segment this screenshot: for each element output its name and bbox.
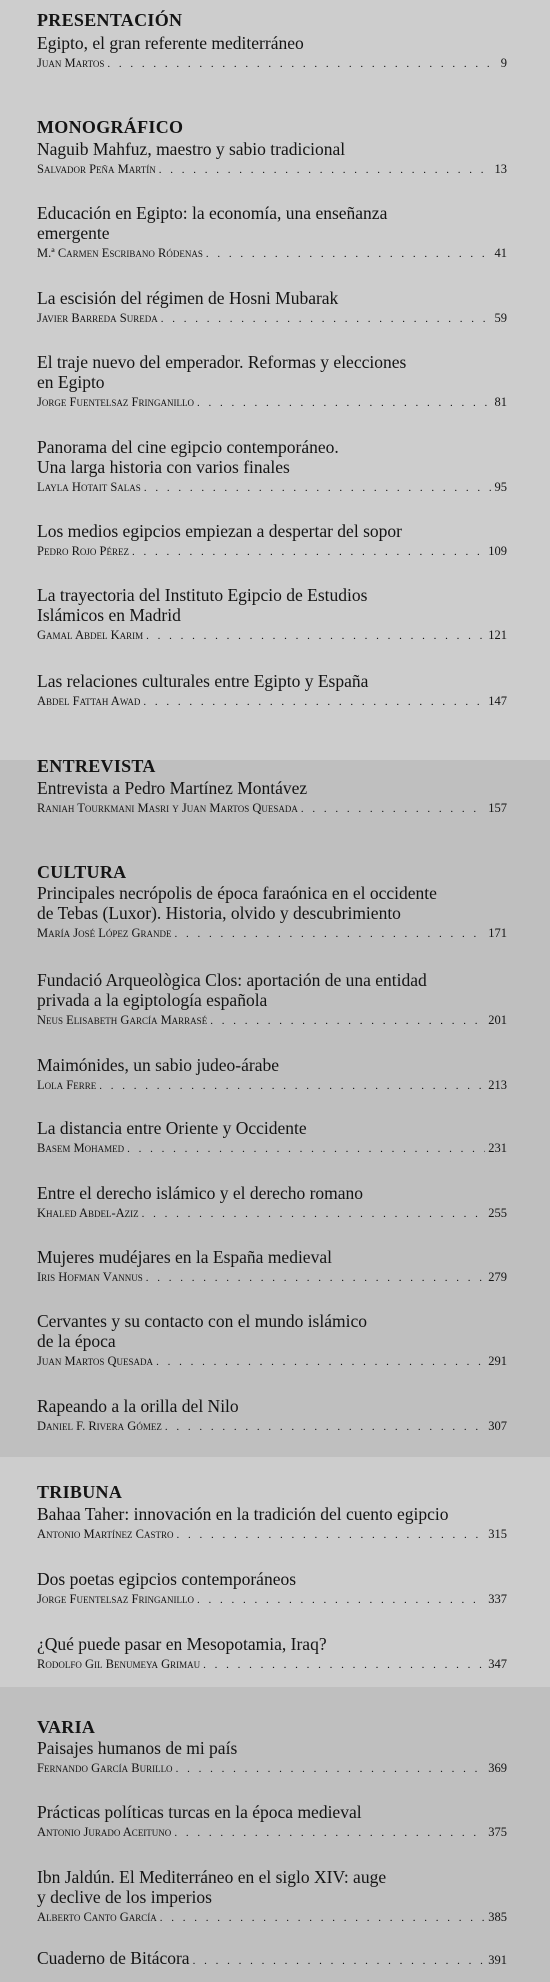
- toc-entry[interactable]: [37, 585, 507, 643]
- page-number: 291: [488, 1354, 507, 1368]
- entry-author: Antonio Martínez Castro: [37, 1527, 174, 1541]
- dot-leader: [146, 1272, 485, 1284]
- toc-entry[interactable]: [37, 1311, 507, 1369]
- page-number: 391: [488, 1953, 507, 1967]
- dot-leader: [197, 397, 492, 409]
- page-number: 231: [488, 1141, 507, 1155]
- page-number: 385: [488, 1910, 507, 1924]
- toc-entry[interactable]: [37, 203, 507, 261]
- entry-title: Prácticas políticas turcas en la época medieval: [37, 1802, 362, 1822]
- entry-title: Naguib Mahfuz, maestro y sabio tradicional: [37, 139, 346, 159]
- entry-author: Juan Martos: [37, 56, 105, 70]
- entry-author: María José López Grande: [37, 926, 172, 940]
- dot-leader: [206, 248, 492, 260]
- entry-title: Principales necrópolis de época faraónica en el occidente: [37, 883, 437, 903]
- entry-author: Basem Mohamed: [37, 1141, 125, 1155]
- page-number: 13: [494, 162, 507, 176]
- page-number: 157: [488, 801, 507, 815]
- entry-title: emergente: [37, 223, 110, 243]
- entry-author: Salvador Peña Martín: [37, 162, 156, 176]
- toc-entry[interactable]: [37, 1948, 507, 1968]
- dot-leader: [160, 1912, 485, 1924]
- toc-entry[interactable]: [37, 139, 507, 177]
- dot-leader: [107, 58, 497, 70]
- entry-author: Fernando García Burillo: [37, 1761, 173, 1775]
- entry-author: Jorge Fuentelsaz Fringanillo: [37, 395, 194, 409]
- dot-leader: [301, 803, 485, 815]
- dot-leader: [174, 1827, 485, 1839]
- toc-entry[interactable]: [37, 778, 507, 816]
- dot-leader: [176, 1763, 486, 1775]
- toc-entry[interactable]: [37, 1802, 507, 1840]
- entry-title: Mujeres mudéjares en la España medieval: [37, 1247, 332, 1267]
- entry-author: Abdel Fattah Awad: [37, 694, 141, 708]
- dot-leader: [156, 1356, 485, 1368]
- entry-title: Bahaa Taher: innovación en la tradición del cuento egipcio: [37, 1504, 449, 1524]
- toc-entry[interactable]: [37, 883, 507, 941]
- section-title: MONOGRÁFICO: [37, 117, 184, 137]
- entry-author: Lola Ferre: [37, 1078, 97, 1092]
- page-number: 347: [488, 1657, 507, 1671]
- toc-entry[interactable]: [37, 437, 507, 495]
- page-number: 41: [494, 246, 507, 260]
- entry-title: y declive de los imperios: [37, 1887, 212, 1907]
- toc-entry[interactable]: [37, 1118, 507, 1156]
- page-number: 307: [488, 1419, 507, 1433]
- page-number: 121: [488, 628, 507, 642]
- dot-leader: [165, 1421, 485, 1433]
- entry-title: Entre el derecho islámico y el derecho romano: [37, 1183, 364, 1203]
- toc-entry[interactable]: [37, 970, 507, 1028]
- entry-title: privada a la egiptología española: [37, 990, 268, 1010]
- toc-entry[interactable]: [37, 1055, 507, 1093]
- entry-author: Pedro Rojo Pérez: [37, 544, 129, 558]
- entry-title: Dos poetas egipcios contemporáneos: [37, 1569, 297, 1589]
- dot-leader: [159, 164, 492, 176]
- entry-title: Maimónides, un sabio judeo-árabe: [37, 1055, 280, 1075]
- page-number: 375: [488, 1825, 507, 1839]
- entry-author: Jorge Fuentelsaz Fringanillo: [37, 1592, 194, 1606]
- entry-author: Juan Martos Quesada: [37, 1354, 154, 1368]
- page-number: 9: [500, 56, 507, 70]
- entry-title: Los medios egipcios empiezan a despertar del sopor: [37, 521, 402, 541]
- dot-leader: [144, 482, 492, 494]
- entry-title: ¿Qué puede pasar en Mesopotamia, Iraq?: [37, 1634, 327, 1654]
- entry-author: Alberto Canto García: [37, 1910, 157, 1924]
- page-number: 369: [488, 1761, 507, 1775]
- entry-title: en Egipto: [37, 372, 105, 392]
- toc-entry[interactable]: [37, 1738, 507, 1776]
- dot-leader: [142, 1208, 486, 1220]
- dot-leader: [146, 630, 485, 642]
- page-number: 171: [488, 926, 507, 940]
- page-number: 95: [494, 480, 507, 494]
- entry-title: Fundació Arqueològica Clos: aportación de una entidad: [37, 970, 427, 990]
- toc-entry[interactable]: [37, 352, 507, 410]
- entry-author: Iris Hofman Vannus: [37, 1270, 143, 1284]
- page-number: 201: [488, 1013, 507, 1027]
- section-title: ENTREVISTA: [37, 756, 156, 776]
- dot-leader: [143, 696, 485, 708]
- entry-title: Egipto, el gran referente mediterráneo: [37, 33, 304, 53]
- entry-title: La trayectoria del Instituto Egipcio de Estudios: [37, 585, 368, 605]
- dot-leader: [175, 928, 486, 940]
- entry-title: El traje nuevo del emperador. Reformas y elecciones: [37, 352, 407, 372]
- section-title: VARIA: [37, 1717, 96, 1737]
- toc-entry[interactable]: [37, 1867, 507, 1925]
- entry-author: Khaled Abdel-Aziz: [37, 1206, 139, 1220]
- entry-author: Raniah Tourkmani Masri y Juan Martos Quesada: [37, 801, 298, 815]
- entry-author: Daniel F. Rivera Gómez: [37, 1419, 162, 1433]
- entry-author: Gamal Abdel Karim: [37, 628, 144, 642]
- entry-title: La escisión del régimen de Hosni Mubarak: [37, 288, 339, 308]
- entry-title: Paisajes humanos de mi país: [37, 1738, 238, 1758]
- entry-author: Layla Hotait Salas: [37, 480, 141, 494]
- section-title: CULTURA: [37, 862, 127, 882]
- entry-title: de Tebas (Luxor). Historia, olvido y descubrimiento: [37, 903, 401, 923]
- dot-leader: [197, 1594, 485, 1606]
- entry-author: Rodolfo Gil Benumeya Grimau: [37, 1657, 201, 1671]
- entry-title: de la época: [37, 1331, 116, 1351]
- entry-title: Las relaciones culturales entre Egipto y España: [37, 671, 369, 691]
- toc-entry[interactable]: [37, 1634, 507, 1672]
- page-number: 337: [488, 1592, 507, 1606]
- entry-title: Panorama del cine egipcio contemporáneo.: [37, 437, 339, 457]
- toc-entry[interactable]: [37, 1183, 507, 1221]
- page-number: 255: [488, 1206, 507, 1220]
- dot-leader: [177, 1529, 486, 1541]
- entry-title: Una larga historia con varios finales: [37, 457, 290, 477]
- toc-entry[interactable]: [37, 1569, 507, 1607]
- page-number: 109: [488, 544, 507, 558]
- entry-author: Antonio Jurado Aceituno: [37, 1825, 172, 1839]
- section-title: PRESENTACIÓN: [37, 10, 183, 30]
- page-number: 213: [488, 1078, 507, 1092]
- entry-title: La distancia entre Oriente y Occidente: [37, 1118, 307, 1138]
- page-number: 315: [488, 1527, 507, 1541]
- dot-leader: [132, 546, 485, 558]
- dot-leader: [203, 1659, 485, 1671]
- section-title: TRIBUNA: [37, 1482, 123, 1502]
- dot-leader: [161, 313, 492, 325]
- toc-entry[interactable]: [37, 1396, 507, 1434]
- entry-title: Islámicos en Madrid: [37, 605, 181, 625]
- toc-entry[interactable]: [37, 671, 507, 709]
- entry-title: Educación en Egipto: la economía, una enseñanza: [37, 203, 388, 223]
- entry-title: Entrevista a Pedro Martínez Montávez: [37, 778, 308, 798]
- toc-entry[interactable]: [37, 33, 507, 71]
- entry-title: Rapeando a la orilla del Nilo: [37, 1396, 239, 1416]
- page-number: 81: [494, 395, 507, 409]
- dot-leader: [210, 1015, 485, 1027]
- toc-entry[interactable]: [37, 288, 507, 326]
- entry-author: Neus Elisabeth García Marrasé: [37, 1013, 208, 1027]
- toc-entry[interactable]: [37, 1504, 507, 1542]
- dot-leader: [193, 1955, 486, 1967]
- dot-leader: [127, 1143, 485, 1155]
- entry-title: Cuaderno de Bitácora: [37, 1948, 190, 1968]
- toc-entry[interactable]: [37, 521, 507, 559]
- entry-author: M.ª Carmen Escribano Ródenas: [37, 246, 203, 260]
- dot-leader: [99, 1080, 485, 1092]
- entry-title: Ibn Jaldún. El Mediterráneo en el siglo XIV: auge: [37, 1867, 387, 1887]
- entry-author: Javier Barreda Sureda: [37, 311, 158, 325]
- entry-title: Cervantes y su contacto con el mundo islámico: [37, 1311, 367, 1331]
- toc-entry[interactable]: [37, 1247, 507, 1285]
- page-number: 147: [488, 694, 507, 708]
- page-number: 279: [488, 1270, 507, 1284]
- page-number: 59: [494, 311, 507, 325]
